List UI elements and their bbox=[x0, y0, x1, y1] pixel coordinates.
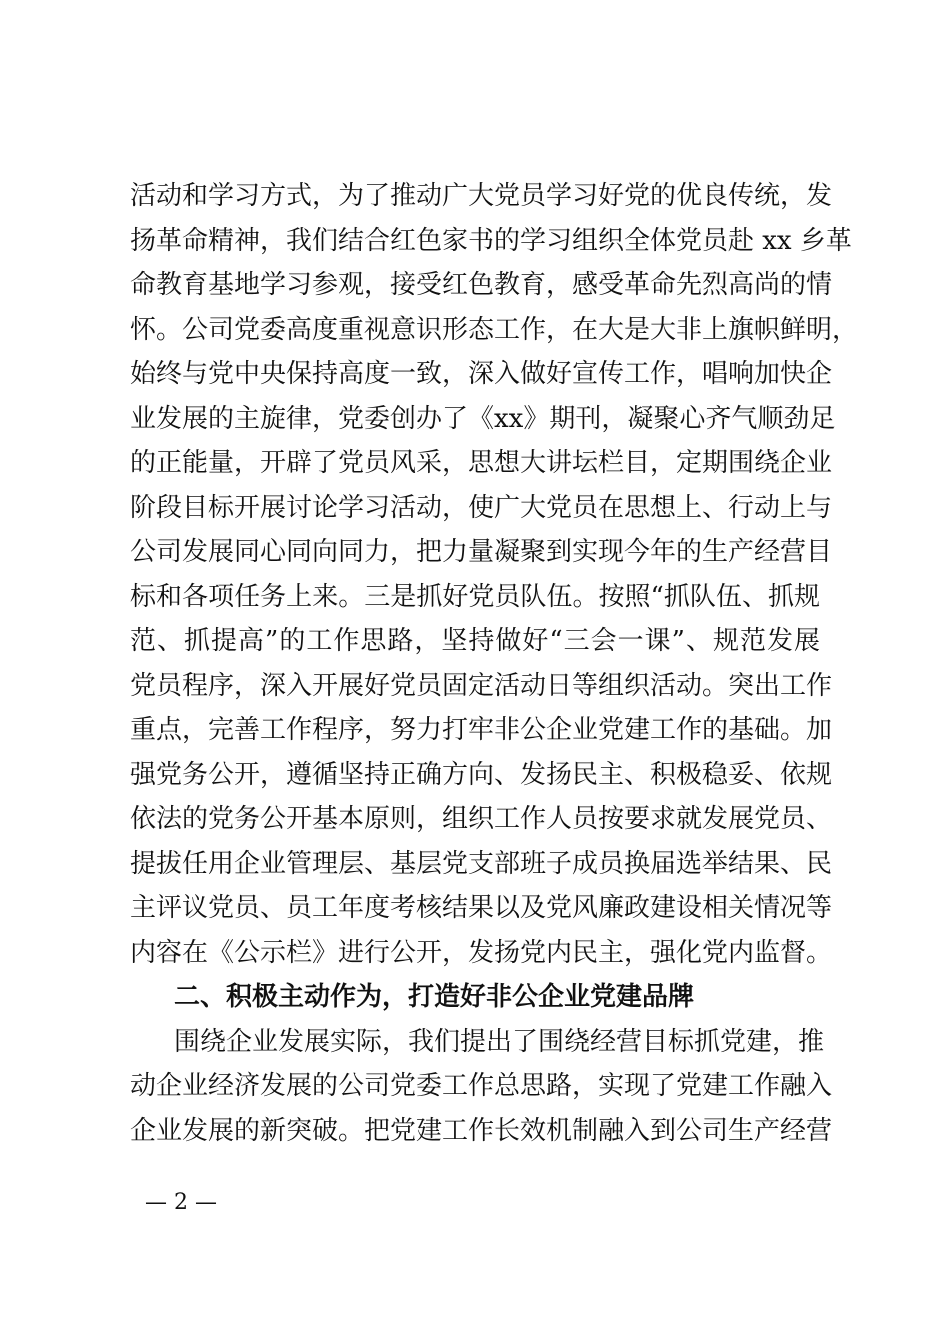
body-line: 围绕企业发展实际，我们提出了围绕经营目标抓党建，推 bbox=[174, 1026, 825, 1057]
body-line: 的正能量，开辟了党员风采，思想大讲坛栏目，定期围绕企业 bbox=[130, 448, 833, 478]
body-text bbox=[130, 174, 859, 1153]
body-line: 活动和学习方式，为了推动广大党员学习好党的优良传统，发 bbox=[130, 181, 833, 211]
body-line: 扬革命精神，我们结合红色家书的学习组织全体党员赴 xx 乡革 bbox=[130, 225, 852, 256]
body-line: 命教育基地学习参观，接受红色教育，感受革命先烈高尚的情 bbox=[130, 270, 833, 300]
body-line: 企业发展的新突破。把党建工作长效机制融入到公司生产经营 bbox=[130, 1115, 833, 1146]
body-line: 内容在《公示栏》进行公开，发扬党内民主，强化党内监督。 bbox=[130, 937, 833, 968]
body-line: 提拔任用企业管理层、基层党支部班子成员换届选举结果、民 bbox=[130, 848, 833, 879]
body-line: 依法的党务公开基本原则，组织工作人员按要求就发展党员、 bbox=[130, 804, 833, 834]
body-line: 主评议党员、员工年度考核结果以及党风廉政建设相关情况等 bbox=[130, 893, 833, 923]
body-line: 重点，完善工作程序，努力打牢非公企业党建工作的基础。加 bbox=[130, 715, 833, 745]
body-line: 党员程序，深入开展好党员固定活动日等组织活动。突出工作 bbox=[130, 670, 833, 701]
body-line: 标和各项任务上来。三是抓好党员队伍。按照“抓队伍、抓规 bbox=[130, 581, 820, 612]
page-number: — 2 — bbox=[145, 1190, 217, 1215]
body-line: 业发展的主旋律，党委创办了《xx》期刊，凝聚心齐气顺劲足 bbox=[130, 403, 836, 434]
body-line: 怀。公司党委高度重视意识形态工作，在大是大非上旗帜鲜明， bbox=[130, 314, 859, 345]
body-line: 始终与党中央保持高度一致，深入做好宣传工作，唱响加快企 bbox=[130, 359, 833, 389]
body-line: 阶段目标开展讨论学习活动，使广大党员在思想上、行动上与 bbox=[130, 492, 833, 523]
body-line: 范、抓提高”的工作思路，坚持做好“三会一课”、规范发展 bbox=[130, 626, 820, 656]
section-heading: 二、积极主动作为，打造好非公企业党建品牌 bbox=[174, 982, 695, 1012]
body-line: 强党务公开，遵循坚持正确方向、发扬民主、积极稳妥、依规 bbox=[130, 759, 833, 790]
body-line: 动企业经济发展的公司党委工作总思路，实现了党建工作融入 bbox=[130, 1071, 833, 1101]
body-line: 公司发展同心同向同力，把力量凝聚到实现今年的生产经营目 bbox=[130, 537, 833, 567]
